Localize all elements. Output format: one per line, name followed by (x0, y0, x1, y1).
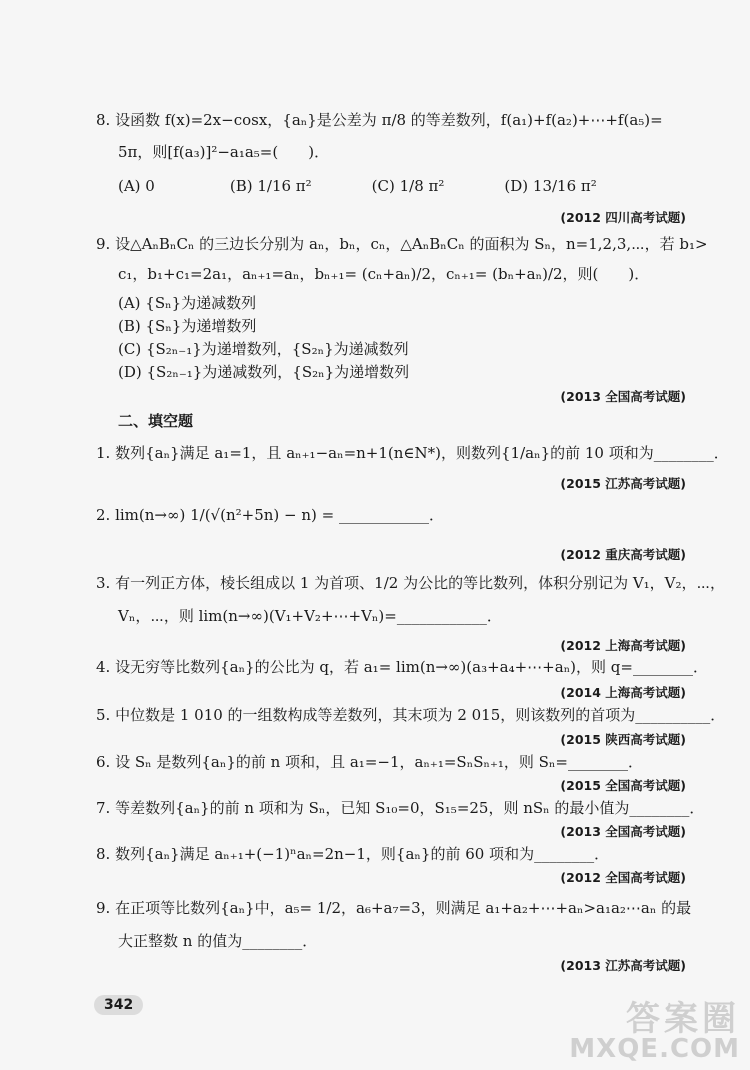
fill-4-source: (2014 上海高考试题) (560, 685, 686, 700)
problem-8-line1: 8. 设函数 f(x)=2x−cosx，{aₙ}是公差为 π/8 的等差数列，f(a₁)+f(a₂)+⋯+f(a₅)= (96, 111, 663, 129)
watermark-logo (569, 999, 740, 1064)
fill-3-line1: 3. 有一列正方体，棱长组成以 1 为首项、1/2 为公比的等比数列，体积分别记为 V₁，V₂，⋯， (96, 574, 726, 592)
fill-5-line1: 5. 中位数是 1 010 的一组数构成等差数列，其末项为 2 015，则该数列的首项为__________． (96, 706, 726, 724)
fill-6-source: (2015 全国高考试题) (560, 778, 686, 793)
problem-8-source: (2012 四川高考试题) (560, 210, 686, 225)
problem-9-source: (2013 全国高考试题) (560, 389, 686, 404)
fill-7-line1: 7. 等差数列{aₙ}的前 n 项和为 Sₙ，已知 S₁₀=0，S₁₅=25，则 nSₙ 的最小值为________． (96, 799, 705, 817)
problem-8-line2: 5π，则[f(a₃)]²−a₁a₅=( )． (118, 143, 330, 161)
fill-3-line2: Vₙ，⋯，则 lim(n→∞)(V₁+V₂+⋯+Vₙ)=____________． (118, 607, 502, 625)
fill-3-source: (2012 上海高考试题) (560, 638, 686, 653)
fill-4-line1: 4. 设无穷等比数列{aₙ}的公比为 q，若 a₁= lim(n→∞)(a₃+a₄+⋯+aₙ)，则 q=________． (96, 658, 708, 676)
problem-8-options: (A) 0 (B) 1/16 π² (C) 1/8 π² (D) 13/16 π² (118, 177, 597, 195)
fill-8-line1: 8. 数列{aₙ}满足 aₙ₊₁+(−1)ⁿaₙ=2n−1，则{aₙ}的前 60 项和为________． (96, 845, 610, 863)
problem-9-line1: 9. 设△AₙBₙCₙ 的三边长分别为 aₙ，bₙ，cₙ，△AₙBₙCₙ 的面积为 Sₙ，n=1,2,3,⋯，若 b₁> (96, 235, 708, 253)
fill-6-line1: 6. 设 Sₙ 是数列{aₙ}的前 n 项和，且 a₁=−1，aₙ₊₁=SₙSₙ₊₁，则 Sₙ=________． (96, 753, 643, 771)
fill-9-source: (2013 江苏高考试题) (560, 958, 686, 973)
problem-9-option-d: (D) {S₂ₙ₋₁}为递减数列，{S₂ₙ}为递增数列 (118, 363, 410, 381)
problem-9-option-b: (B) {Sₙ}为递增数列 (118, 317, 257, 335)
watermark-text: 答案圈 (626, 999, 740, 1039)
fill-8-source: (2012 全国高考试题) (560, 870, 686, 885)
watermark-url: MXQE.COM (569, 1034, 740, 1064)
fill-7-source: (2013 全国高考试题) (560, 824, 686, 839)
problem-9-option-c: (C) {S₂ₙ₋₁}为递增数列，{S₂ₙ}为递减数列 (118, 340, 409, 358)
problem-9-line2: c₁，b₁+c₁=2a₁，aₙ₊₁=aₙ，bₙ₊₁= (cₙ+aₙ)/2，cₙ₊₁= (bₙ+aₙ)/2，则( )． (118, 265, 650, 283)
section-title: 二、填空题 (118, 412, 194, 430)
page-number: 342 (94, 995, 143, 1015)
fill-2-line1: 2. lim(n→∞) 1/(√(n²+5n) − n) = ____________． (96, 506, 444, 524)
fill-2-source: (2012 重庆高考试题) (560, 547, 686, 562)
fill-1-line1: 1. 数列{aₙ}满足 a₁=1，且 aₙ₊₁−aₙ=n+1(n∈N*)，则数列{1/aₙ}的前 10 项和为________． (96, 444, 729, 462)
fill-9-line1: 9. 在正项等比数列{aₙ}中，a₅= 1/2，a₆+a₇=3，则满足 a₁+a₂+⋯+aₙ>a₁a₂⋯aₙ 的最 (96, 899, 692, 917)
fill-1-source: (2015 江苏高考试题) (560, 476, 686, 491)
fill-9-line2: 大正整数 n 的值为________． (118, 932, 318, 950)
problem-9-option-a: (A) {Sₙ}为递减数列 (118, 294, 257, 312)
fill-5-source: (2015 陕西高考试题) (560, 732, 686, 747)
